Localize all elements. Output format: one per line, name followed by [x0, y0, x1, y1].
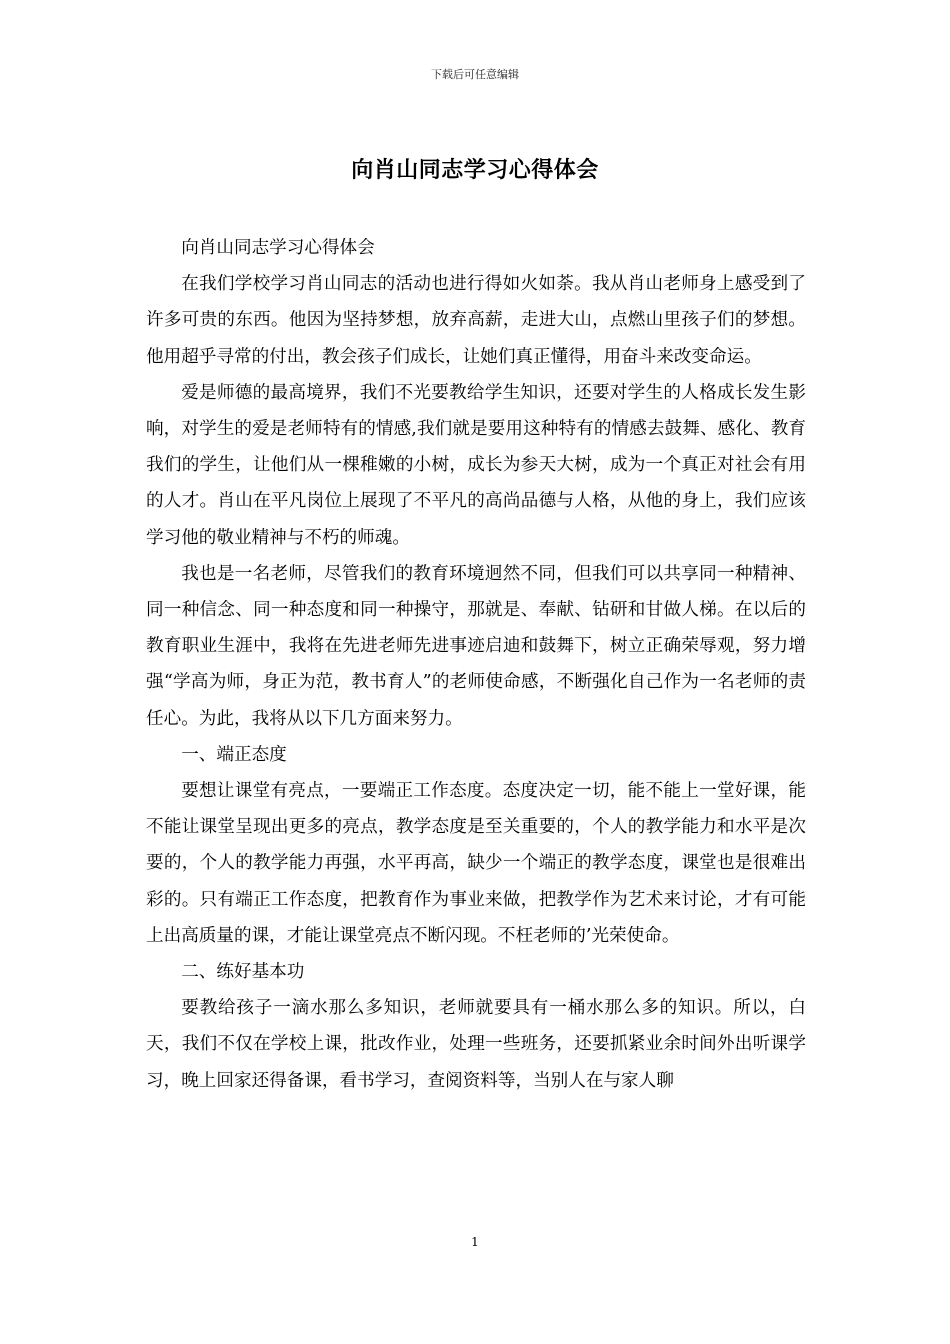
- body-paragraph: 爱是师德的最高境界，我们不光要教给学生知识，还要对学生的人格成长发生影响，对学生的爱是老师特有的情感,我们就是要用这种特有的情感去鼓舞、感化、教育我们的学生，让他们从一棵稚嫩的小树，成长为参天大树，成为一个真正对社会有用的人才。肖山在平凡岗位上展现了不平凡的高尚品德与人格，从他的身上，我们应该学习他的敬业精神与不朽的师魂。: [146, 382, 806, 548]
- body-paragraph: 要教给孩子一滴水那么多知识，老师就要具有一桶水那么多的知识。所以，白天，我们不仅在学校上课，批改作业，处理一些班务，还要抓紧业余时间外出听课学习，晚上回家还得备课，看书学习，查阅资料等，当别人在与家人聊: [146, 998, 806, 1091]
- section-heading: 二、练好基本功: [181, 962, 305, 983]
- page-number: 1: [471, 1235, 479, 1249]
- body-paragraph: 我也是一名老师，尽管我们的教育环境迥然不同，但我们可以共享同一种精神、同一种信念、同一种态度和同一种操守，那就是、奉献、钻研和甘做人梯。在以后的教育职业生涯中，我将在先进老师先进事迹启迪和鼓舞下，树立正确荣辱观，努力增强“学高为师，身正为范，教书育人”的老师使命感，不断强化自己作为一名老师的责任心。为此，我将从以下几方面来努力。: [146, 563, 806, 729]
- page-header-note: 下载后可任意编辑: [431, 68, 519, 81]
- document-body: [146, 230, 806, 1099]
- section-heading: 一、端正态度: [181, 744, 287, 765]
- document-title: 向肖山同志学习心得体会: [351, 157, 599, 183]
- body-paragraph: 在我们学校学习肖山同志的活动也进行得如火如荼。我从肖山老师身上感受到了许多可贵的东西。他因为坚持梦想，放弃高薪，走进大山，点燃山里孩子们的梦想。他用超乎寻常的付出，教会孩子们成长，让她们真正懂得，用奋斗来改变命运。: [146, 274, 806, 367]
- subtitle-paragraph: 向肖山同志学习心得体会: [181, 238, 375, 258]
- body-paragraph: 要想让课堂有亮点，一要端正工作态度。态度决定一切，能不能上一堂好课，能不能让课堂呈现出更多的亮点，教学态度是至关重要的，个人的教学能力和水平是次要的，个人的教学能力再强，水平再高，缺少一个端正的教学态度，课堂也是很难出彩的。只有端正工作态度，把教育作为事业来做，把教学作为艺术来讨论，才有可能上出高质量的课，才能让课堂亮点不断闪现。不枉老师的’光荣使命。: [146, 781, 806, 946]
